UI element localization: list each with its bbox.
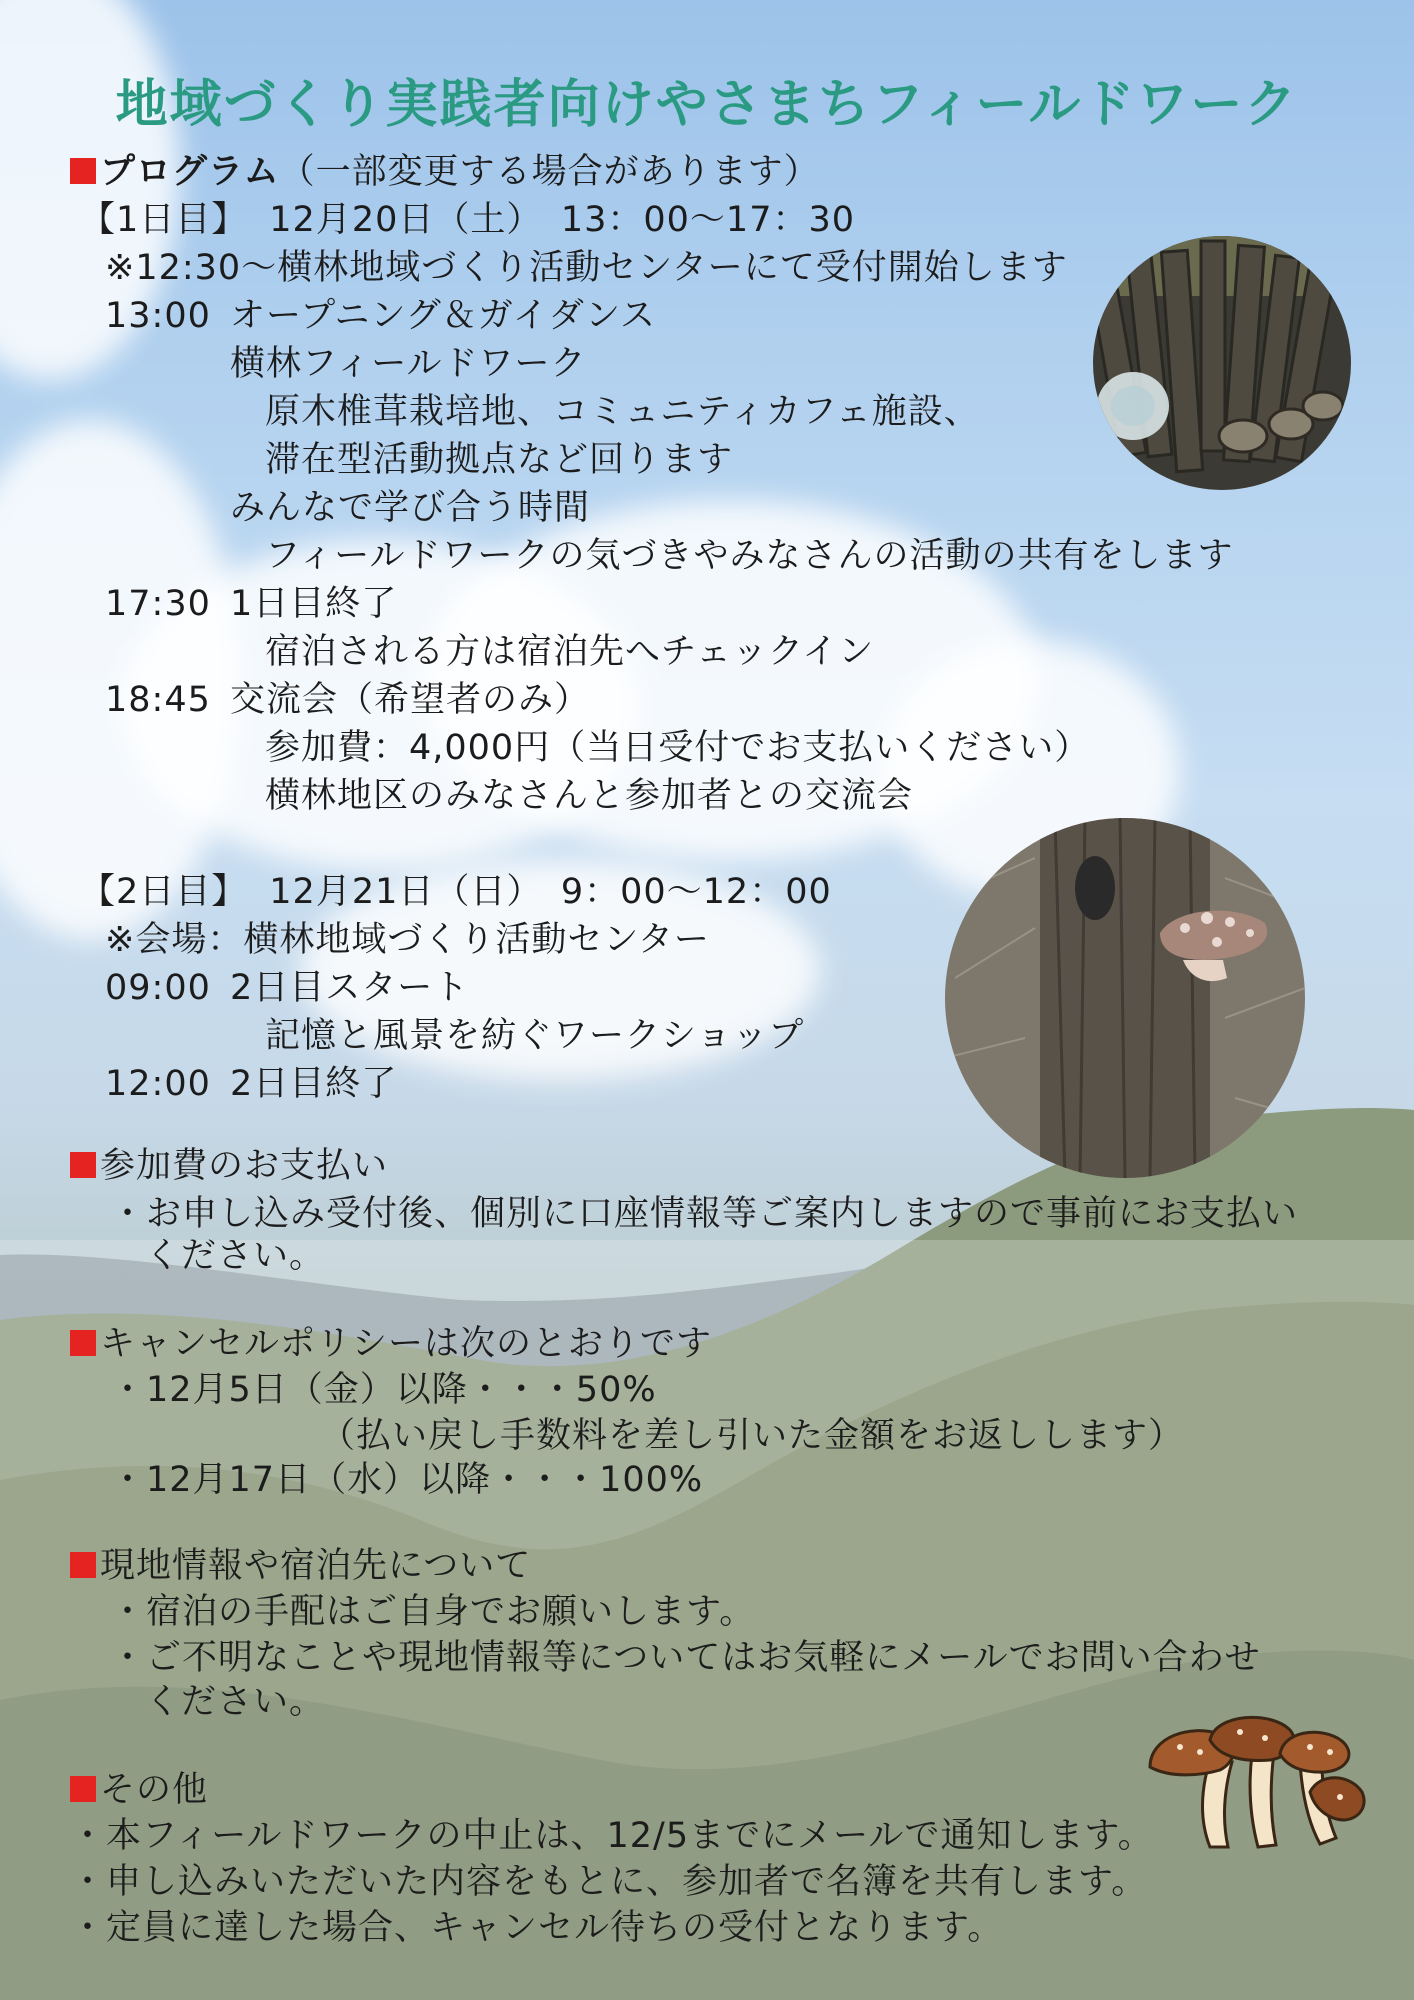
payment-heading: [70, 1144, 388, 1188]
page-title: 地域づくり実践者向けやさまちフィールドワーク: [115, 75, 1299, 135]
red-square-marker: [70, 1152, 96, 1178]
day1-note: ※12:30〜横林地域づくり活動センターにて受付開始します: [105, 248, 1068, 288]
other-line-3: ・定員に達した場合、キャンセル待ちの受付となります。: [70, 1908, 1004, 1948]
red-square-marker: [70, 1552, 96, 1578]
day1-learning-detail: フィールドワークの気づきやみなさんの活動の共有をします: [265, 536, 1234, 576]
day1-item-learning: みんなで学び合う時間: [230, 488, 591, 528]
local-heading: [70, 1544, 531, 1588]
local-heading-label: 現地情報や宿泊先について: [100, 1546, 532, 1586]
day2-time-1200: 12:00: [105, 1064, 211, 1104]
day2-label: 【2日目】: [80, 872, 248, 912]
local-line-1: ・宿泊の手配はご自身でお願いします。: [110, 1592, 756, 1632]
red-square-marker: [70, 1776, 96, 1802]
cancel-line-2: （払い戻し手数料を差し引いた金額をお返しします）: [320, 1416, 1185, 1456]
program-heading: [70, 150, 820, 194]
day1-item-opening: オープニング＆ガイダンス: [230, 296, 657, 336]
day2-header: [80, 870, 832, 914]
cancel-heading-label: キャンセルポリシーは次のとおりです: [100, 1324, 713, 1364]
cancel-line-1: ・12月5日（金）以降・・・50%: [110, 1370, 657, 1410]
day1-exchange-detail: 横林地区のみなさんと参加者との交流会: [265, 776, 914, 816]
red-square-marker: [70, 158, 96, 184]
other-line-2: ・申し込みいただいた内容をもとに、参加者で名簿を共有します。: [70, 1862, 1148, 1902]
day1-fieldwork-detail-2: 滞在型活動拠点など回ります: [265, 440, 734, 480]
day1-datetime: 12月20日（土） 13：00〜17：30: [269, 200, 855, 240]
payment-line-2: ください。: [145, 1236, 326, 1276]
day2-item-end: 2日目終了: [230, 1064, 398, 1104]
cancel-line-3: ・12月17日（水）以降・・・100%: [110, 1460, 704, 1500]
day2-datetime: 12月21日（日） 9：00〜12：00: [269, 872, 832, 912]
payment-line-1: ・お申し込み受付後、個別に口座情報等ご案内しますので事前にお支払い: [110, 1194, 1299, 1234]
local-line-2: ・ご不明なことや現地情報等についてはお気軽にメールでお問い合わせ: [110, 1638, 1261, 1678]
program-heading-note: （一部変更する場合があります）: [279, 152, 820, 192]
other-line-1: ・本フィールドワークの中止は、12/5までにメールで通知します。: [70, 1816, 1154, 1856]
day1-checkin-detail: 宿泊される方は宿泊先へチェックイン: [265, 632, 875, 672]
day1-time-1300: 13:00: [105, 296, 211, 336]
payment-heading-label: 参加費のお支払い: [100, 1146, 389, 1186]
other-heading: [70, 1768, 208, 1812]
day1-time-1845: 18:45: [105, 680, 211, 720]
program-heading-label: プログラム: [100, 152, 280, 192]
red-square-marker: [70, 1330, 96, 1356]
day1-fieldwork-detail-1: 原木椎茸栽培地、コミュニティカフェ施設、: [265, 392, 980, 432]
day1-exchange-fee: 参加費：4,000円（当日受付でお支払いください）: [265, 728, 1091, 768]
day1-label: 【1日目】: [80, 200, 248, 240]
local-line-3: ください。: [145, 1682, 326, 1722]
day1-header: [80, 198, 855, 242]
day1-item-fieldwork: 横林フィールドワーク: [230, 344, 587, 384]
day1-item-end: 1日目終了: [230, 584, 398, 624]
shiitake-log-photo: [1093, 236, 1351, 490]
day2-workshop-detail: 記憶と風景を紡ぐワークショップ: [265, 1016, 805, 1056]
day2-time-0900: 09:00: [105, 968, 211, 1008]
shiitake-on-trunk-photo: [945, 818, 1305, 1178]
other-heading-label: その他: [100, 1770, 209, 1810]
mushroom-illustration: [1140, 1712, 1370, 1862]
day1-time-1730: 17:30: [105, 584, 211, 624]
day1-item-exchange: 交流会（希望者のみ）: [230, 680, 591, 720]
cancel-heading: [70, 1322, 712, 1366]
day2-item-start: 2日目スタート: [230, 968, 470, 1008]
day2-note: ※会場：横林地域づくり活動センター: [105, 920, 710, 960]
